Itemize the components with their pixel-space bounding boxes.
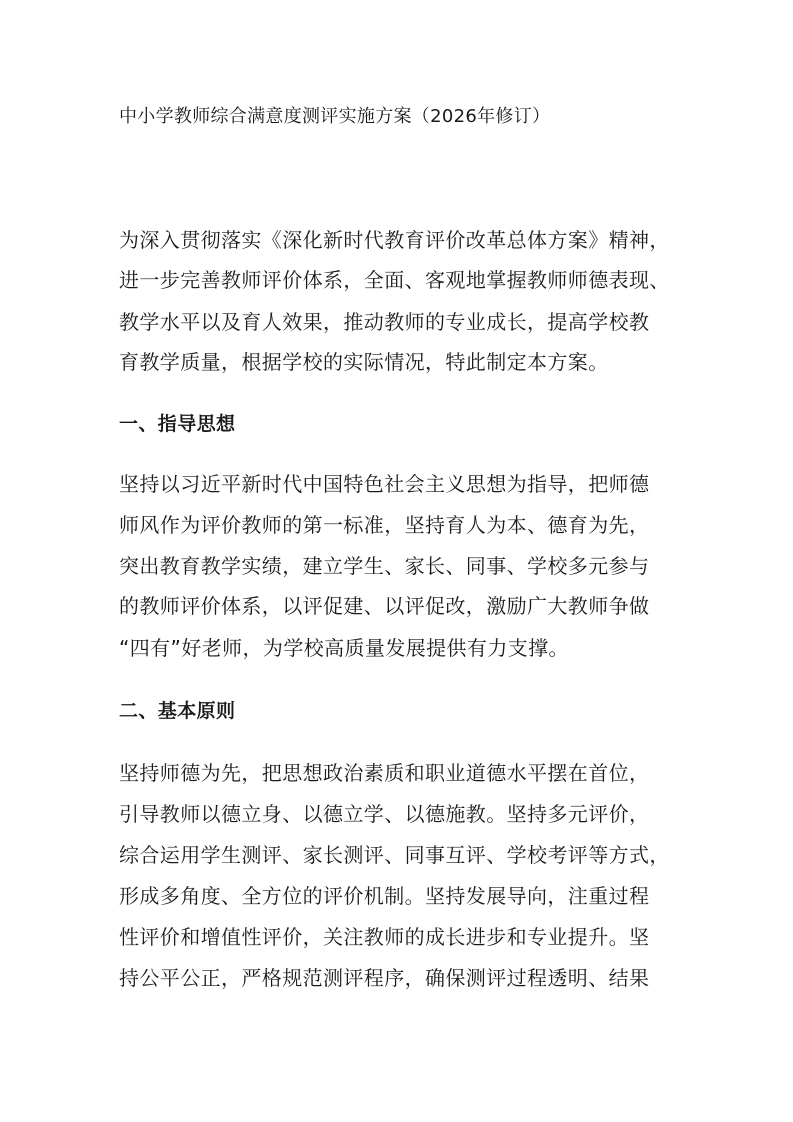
- paragraph-line: 持公平公正，严格规范测评程序，确保测评过程透明、结果: [119, 966, 650, 990]
- paragraph-line: 综合运用学生测评、家长测评、同事互评、学校考评等方式，: [119, 843, 670, 867]
- paragraph-line: 性评价和增值性评价，关注教师的成长进步和专业提升。坚: [119, 925, 650, 949]
- document-title: 中小学教师综合满意度测评实施方案（2026年修订）: [119, 106, 551, 127]
- paragraph-line: 的教师评价体系，以评促建、以评促改，激励广大教师争做: [119, 594, 650, 618]
- paragraph-line: 教学水平以及育人效果，推动教师的专业成长，提高学校教: [119, 310, 650, 334]
- paragraph-line: “四有”好老师，为学校高质量发展提供有力支撑。: [119, 636, 569, 660]
- section-heading: 二、基本原则: [119, 700, 236, 722]
- paragraph-line: 师风作为评价教师的第一标准，坚持育人为本、德育为先，: [119, 513, 650, 537]
- paragraph-line: 引导教师以德立身、以德立学、以德施教。坚持多元评价，: [119, 802, 650, 826]
- section-heading: 一、指导思想: [119, 413, 236, 435]
- paragraph-line: 形成多角度、全方位的评价机制。坚持发展导向，注重过程: [119, 884, 650, 908]
- paragraph-line: 育教学质量，根据学校的实际情况，特此制定本方案。: [119, 350, 609, 374]
- paragraph-line: 坚持师德为先，把思想政治素质和职业道德水平摆在首位，: [119, 761, 650, 785]
- paragraph-line: 突出教育教学实绩，建立学生、家长、同事、学校多元参与: [119, 554, 650, 578]
- paragraph-line: 为深入贯彻落实《深化新时代教育评价改革总体方案》精神，: [119, 228, 670, 252]
- paragraph-line: 进一步完善教师评价体系，全面、客观地掌握教师师德表现、: [119, 268, 670, 292]
- paragraph-line: 坚持以习近平新时代中国特色社会主义思想为指导，把师德: [119, 472, 650, 496]
